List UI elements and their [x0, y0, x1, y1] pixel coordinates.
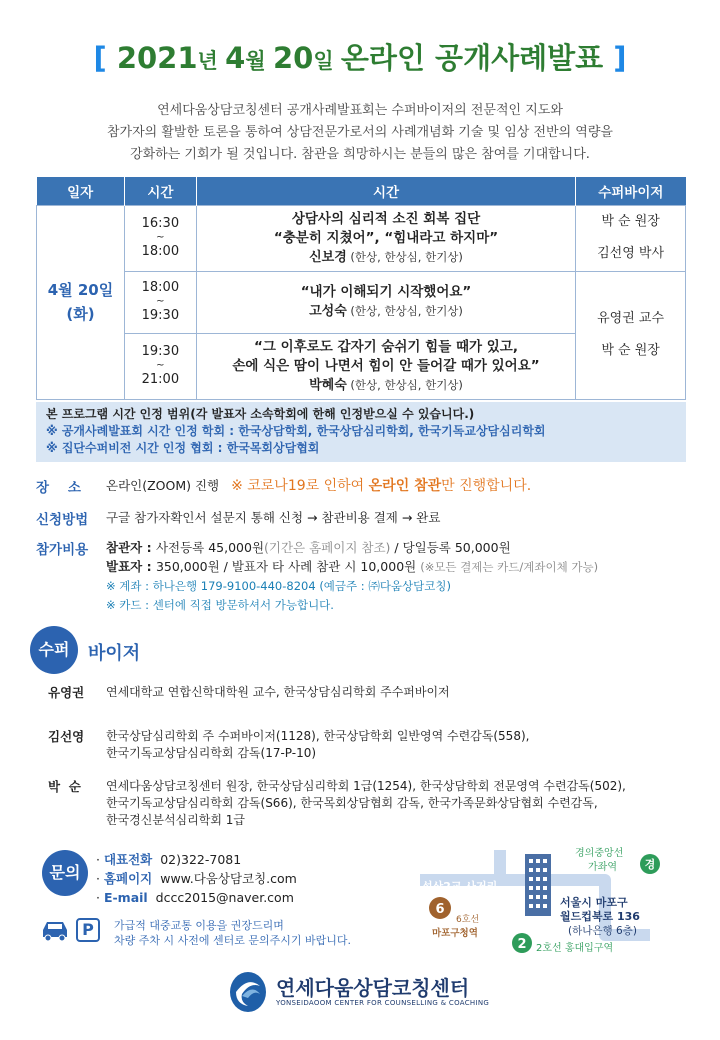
- time-cell: 19:30 ~ 21:00: [124, 333, 196, 399]
- contact-info: · 대표전화 02)322-7081 · 홈페이지 www.다움상담코칭.com · E-mail dccc2015@naver.com: [96, 852, 297, 905]
- logo-icon: [228, 970, 268, 1014]
- header-topic: 시간: [196, 177, 575, 205]
- svg-text:6호선: 6호선: [456, 915, 480, 925]
- parking-note: 가급적 대중교통 이용을 권장드리며 차량 주차 시 사전에 센터로 문의주시기 바랍니다.: [114, 919, 351, 947]
- intro-text: 연세다움상담코칭센터 공개사례발표회는 수퍼바이저의 전문적인 지도와 참가자의 활발한 토론을 통하여 상담전문가로서의 사례개념화 기술 및 임상 전반의 역량을 강화하는 기회가 될 것입니다. 참관을 희망하시는 분들의 많은 참여를 기대합니다.: [107, 103, 613, 162]
- supervisor-cell: 유영권 교수 박 순 원장: [576, 271, 686, 399]
- svg-text:2호선 홍대입구역: 2호선 홍대입구역: [536, 943, 614, 954]
- svg-text:가좌역: 가좌역: [588, 862, 617, 873]
- svg-text:(하나은행 6층): (하나은행 6층): [568, 925, 637, 937]
- supervisor-title: 바이저: [88, 643, 141, 664]
- date-cell: 4월 20일 (화): [37, 205, 125, 399]
- parking-icon: P: [76, 918, 100, 942]
- svg-text:경: 경: [644, 858, 656, 871]
- topic-cell: “내가 이해되기 시작했어요” 고성숙 (한상, 한상심, 한기상): [196, 271, 575, 333]
- table-row: [37, 205, 686, 271]
- supervisor-badge: 수퍼: [30, 626, 78, 674]
- time-cell: 18:00 ~ 19:30: [124, 271, 196, 333]
- credit-note: 본 프로그램 시간 인정 범위(각 발표자 소속학회에 한해 인정받으실 수 있습니다.) ※ 공개사례발표회 시간 인정 학회 : 한국상담학회, 한국상담심리학회, 한국기독교상담심리학회 ※ 집단수퍼비전 시간 인정 협회 : 한국목회상담협회: [36, 402, 686, 462]
- svg-text:마포구청역: 마포구청역: [432, 928, 478, 939]
- header-date: 일자: [37, 177, 125, 205]
- topic-cell: “그 이후로도 갑자기 숨쉬기 힘들 때가 있고, 손에 식은 땀이 나면서 힘이 안 들어갈 때가 있어요” 박혜숙 (한상, 한상심, 한기상): [196, 333, 575, 399]
- topic-cell: 상담사의 심리적 소진 회복 집단 “충분히 지쳤어”, “힘내라고 하지마” 신보경 (한상, 한상심, 한기상): [196, 205, 575, 271]
- svg-text:서울시 마포구: 서울시 마포구: [560, 896, 628, 909]
- table-header-row: [37, 177, 686, 205]
- car-icon: [40, 918, 70, 942]
- schedule-table: [36, 177, 686, 400]
- header-supervisor: 수퍼바이저: [576, 177, 686, 205]
- email-link[interactable]: dccc2015@naver.com: [155, 890, 294, 905]
- svg-text:성산2교 사거리: 성산2교 사거리: [422, 880, 498, 893]
- svg-text:6: 6: [435, 902, 445, 917]
- svg-text:2: 2: [517, 937, 527, 952]
- phone-number[interactable]: 02)322-7081: [160, 852, 242, 867]
- header-time: 시간: [124, 177, 196, 205]
- website-link[interactable]: www.다움상담코칭.com: [160, 871, 297, 886]
- svg-text:경의중앙선: 경의중앙선: [575, 848, 624, 859]
- time-cell: 16:30 ~ 18:00: [124, 205, 196, 271]
- table-row: [37, 271, 686, 333]
- location-map: [410, 840, 700, 960]
- contact-badge: 문의: [42, 850, 88, 896]
- supervisor-cell: 박 순 원장 김선영 박사: [576, 205, 686, 271]
- center-logo: 연세다움상담코칭센터 YONSEIDAOOM CENTER FOR COUNSELLING & COACHING: [228, 968, 498, 1016]
- svg-text:월드컵북로 136: 월드컵북로 136: [560, 910, 640, 923]
- page-title: [ 2021년 4월 20일 온라인 공개사례발표 ]: [93, 41, 627, 75]
